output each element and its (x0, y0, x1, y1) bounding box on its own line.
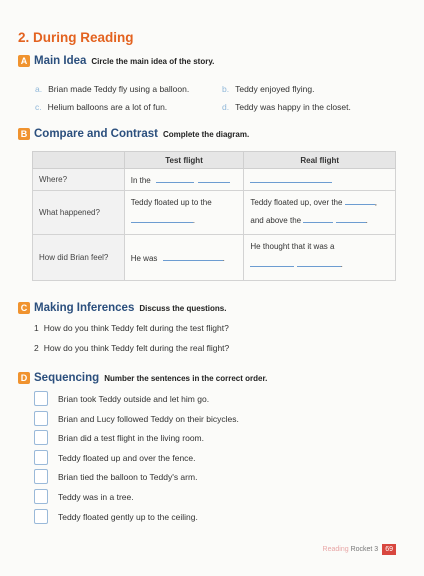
cell-prompt: and above the (250, 216, 302, 225)
number-box[interactable] (34, 509, 48, 524)
sequence-text: Brian tied the balloon to Teddy's arm. (58, 471, 198, 482)
option-letter: b. (222, 84, 230, 94)
question-text: How do you think Teddy felt during the real flight? (43, 343, 230, 353)
answer-blank[interactable] (163, 252, 223, 261)
section-instruction: Complete the diagram. (162, 129, 250, 139)
question-number: 1 (34, 323, 39, 333)
option-letter: a. (35, 84, 43, 94)
answer-blank[interactable] (250, 258, 294, 267)
diagram-corner (33, 152, 125, 169)
option-letter: d. (222, 102, 230, 112)
option-a[interactable] (35, 84, 189, 94)
answer-blank[interactable] (297, 258, 341, 267)
answer-blank[interactable] (131, 214, 193, 223)
page-title: 2. During Reading (18, 30, 134, 45)
sequence-text: Teddy floated gently up to the ceiling. (58, 511, 198, 522)
option-b[interactable] (222, 84, 314, 94)
sequence-text: Brian took Teddy outside and let him go. (58, 393, 210, 404)
sequence-text: Brian and Lucy followed Teddy on their bicycles. (58, 413, 239, 424)
compare-diagram (32, 151, 396, 281)
question-text: How do you think Teddy felt during the test flight? (43, 323, 229, 333)
sequence-item (34, 391, 209, 406)
number-box[interactable] (34, 430, 48, 445)
answer-cell: Teddy floated up to the . (124, 191, 244, 235)
sequence-item (34, 489, 134, 504)
answer-cell: He thought that it was a . (244, 235, 396, 281)
sequence-text: Brian did a test flight in the living room. (58, 432, 204, 443)
answer-cell (124, 169, 244, 191)
section-badge-a: A (18, 55, 30, 67)
section-sequencing-header (18, 372, 267, 384)
cell-prompt: He thought that it was a (250, 242, 335, 251)
question-2 (34, 343, 229, 353)
section-badge-d: D (18, 372, 30, 384)
section-badge-b: B (18, 128, 30, 140)
row-label: How did Brian feel? (33, 235, 125, 281)
number-box[interactable] (34, 469, 48, 484)
section-main-idea-header (18, 55, 214, 67)
page-number: 69 (382, 544, 396, 555)
section-compare-header (18, 128, 249, 140)
option-text: Teddy enjoyed flying. (235, 84, 315, 94)
sequence-item (34, 509, 198, 524)
sequence-text: Teddy floated up and over the fence. (58, 452, 196, 463)
answer-cell: He was . (124, 235, 244, 281)
section-instruction: Circle the main idea of the story. (91, 56, 215, 66)
section-title: Compare and Contrast (34, 128, 158, 140)
question-1 (34, 323, 229, 333)
cell-prompt: Teddy floated up to the (130, 198, 212, 207)
number-box[interactable] (34, 489, 48, 504)
option-text: Helium balloons are a lot of fun. (47, 102, 168, 112)
option-letter: c. (35, 102, 42, 112)
column-header: Test flight (124, 152, 244, 169)
option-text: Teddy was happy in the closet. (235, 102, 351, 112)
cell-prompt: In the (130, 176, 151, 185)
section-title: Making Inferences (34, 302, 135, 314)
section-inferences-header (18, 302, 226, 314)
section-title: Sequencing (34, 372, 100, 384)
number-box[interactable] (34, 391, 48, 406)
answer-blank[interactable] (250, 174, 332, 183)
sequence-item (34, 469, 197, 484)
option-text: Brian made Teddy fly using a balloon. (48, 84, 190, 94)
question-number: 2 (34, 343, 39, 353)
page-footer (323, 544, 396, 555)
series-name (323, 546, 379, 553)
sequence-item (34, 450, 196, 465)
cell-prompt: He was (130, 254, 158, 263)
row-label: Where? (33, 169, 125, 191)
answer-blank[interactable] (303, 214, 333, 223)
series-light: Reading (322, 546, 349, 553)
sequence-item (34, 411, 239, 426)
answer-blank[interactable] (345, 196, 375, 205)
series-dark: Rocket 3 (350, 546, 379, 553)
section-instruction: Number the sentences in the correct order. (104, 373, 268, 383)
option-c[interactable] (35, 102, 167, 112)
column-header: Real flight (244, 152, 396, 169)
answer-blank[interactable] (336, 214, 366, 223)
sequence-item (34, 430, 204, 445)
answer-blank[interactable] (198, 174, 230, 183)
section-badge-c: C (18, 302, 30, 314)
section-instruction: Discuss the questions. (139, 303, 227, 313)
answer-cell: Teddy floated up, over the , and above the . (244, 191, 396, 235)
answer-blank[interactable] (156, 174, 194, 183)
cell-prompt: Teddy floated up, over the (250, 198, 343, 207)
number-box[interactable] (34, 450, 48, 465)
option-d[interactable] (222, 102, 351, 112)
row-label: What happened? (33, 191, 125, 235)
sequence-text: Teddy was in a tree. (58, 491, 134, 502)
answer-cell (244, 169, 396, 191)
section-title: Main Idea (34, 55, 87, 67)
number-box[interactable] (34, 411, 48, 426)
